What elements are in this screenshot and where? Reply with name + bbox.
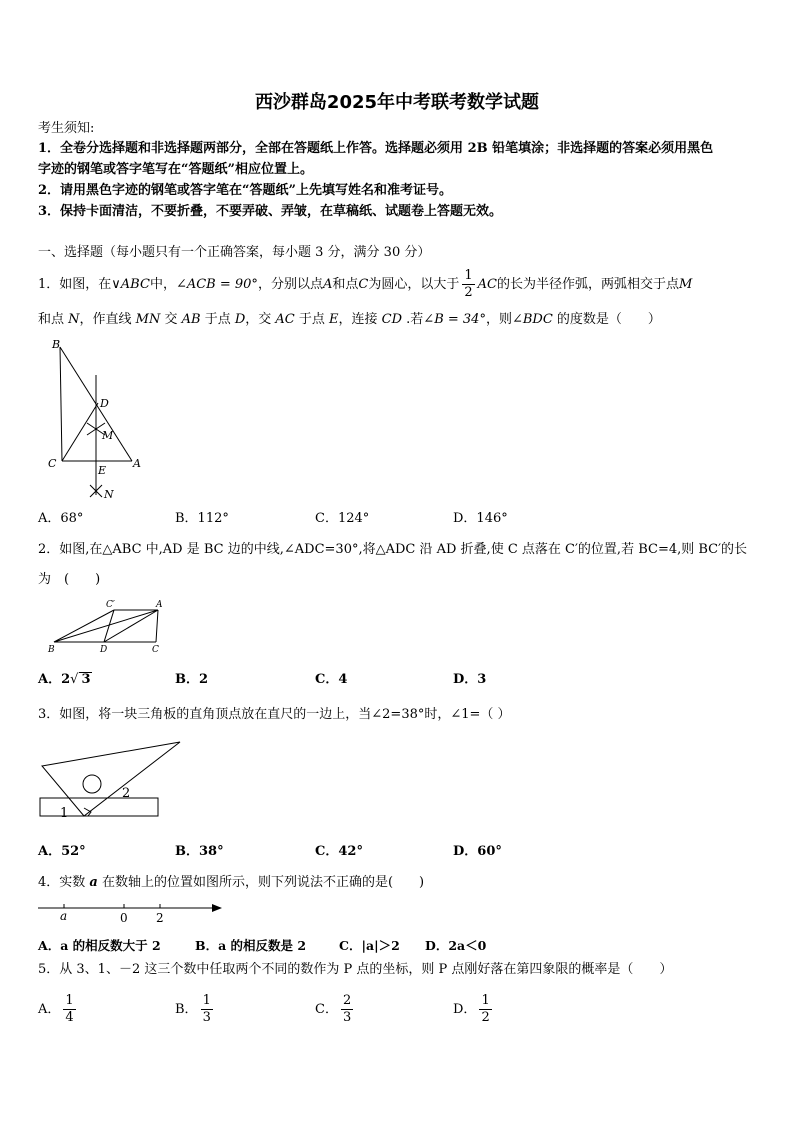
label-D: D	[100, 645, 108, 655]
option-fraction	[201, 993, 213, 1026]
fraction-numerator: 1	[464, 268, 473, 283]
fraction-numerator: 1	[202, 993, 211, 1008]
number-line	[36, 896, 226, 928]
option-label: D．	[453, 1001, 477, 1017]
fraction-numerator: 1	[65, 993, 74, 1008]
q1-text: ，分别以点	[257, 276, 323, 292]
q4-prefix: 4．实数	[38, 875, 90, 890]
q1-figure	[40, 335, 150, 505]
q1-text: 交	[160, 312, 182, 327]
q4-option-a[interactable]: A．a 的相反数大于 2	[38, 938, 161, 953]
axis-label-a: a	[60, 909, 68, 923]
q3-figure	[36, 736, 186, 826]
q1-math: A	[322, 276, 333, 292]
arrow-icon	[212, 904, 222, 912]
q1-option-c[interactable]: C．124°	[315, 511, 370, 526]
q1-math: MN	[135, 312, 161, 327]
label-B: B	[52, 338, 61, 351]
option-label: A．	[38, 1001, 61, 1017]
angle-1-label: 1	[60, 806, 69, 821]
fraction-denominator: 4	[65, 1010, 74, 1025]
q1-text: ，则	[485, 312, 512, 327]
q1-text: ，交	[245, 312, 276, 327]
fraction-numerator: 1	[481, 993, 490, 1008]
notice-item: 字迹的钢笔或答字笔写在“答题纸”相应位置上。	[38, 162, 313, 177]
q3-option-d[interactable]: D．60°	[453, 844, 502, 859]
label-C: C	[152, 645, 159, 655]
q5-option-c[interactable]	[315, 993, 356, 1026]
q1-math: ∠ACB = 90°	[175, 276, 258, 292]
q1-text: 和点	[332, 276, 359, 292]
option-label: B．	[175, 1001, 198, 1017]
q3-option-b[interactable]: B．38°	[175, 844, 224, 859]
q4-text	[38, 874, 424, 892]
q1-line2	[38, 311, 661, 329]
q2-option-c[interactable]: C．4	[315, 672, 348, 687]
label-C: C	[48, 457, 57, 470]
q1-math: D	[234, 312, 246, 327]
q2-line1: 2．如图,在△ABC 中,AD 是 BC 边的中线,∠ADC=30°,将△ADC 沿 AD 折叠,使 C 点落在 C′的位置,若 BC=4,则 BC′的长	[38, 542, 748, 557]
q1-text: 于点	[200, 312, 235, 327]
label-M: M	[102, 429, 114, 442]
q5-option-d[interactable]	[453, 993, 495, 1026]
axis-label-0: 0	[120, 911, 128, 925]
q1-text: 的长为半径作弧，两弧相交于点	[496, 276, 679, 292]
q1-math: AC	[275, 312, 295, 327]
q1-text: 为圆心，以大于	[368, 276, 460, 292]
q1-text: 的度数是（ ）	[552, 312, 661, 327]
q3-text: 3．如图，将一块三角板的直角顶点放在直尺的一边上，当∠2=38°时，∠1=（ ）	[38, 707, 511, 722]
q1-option-d[interactable]: D．146°	[453, 511, 508, 526]
fraction-denominator: 3	[202, 1010, 211, 1025]
label-A: A	[156, 600, 163, 610]
q1-option-b[interactable]: B．112°	[175, 511, 229, 526]
q1-math: C	[358, 276, 369, 292]
option-label: C．	[315, 1001, 338, 1017]
q1-text: 于点	[294, 312, 330, 327]
q2-option-a[interactable]: A．2√ 3	[38, 672, 91, 687]
q3-option-c[interactable]: C．42°	[315, 844, 363, 859]
option-fraction	[479, 993, 491, 1026]
page-title: 西沙群岛2025年中考联考数学试题	[254, 92, 540, 113]
q4-option-b[interactable]: B．a 的相反数是 2	[195, 938, 307, 953]
fraction-denominator: 2	[481, 1010, 490, 1025]
notice-item: 2．请用黑色字迹的钢笔或答字笔在“答题纸”上先填写姓名和准考证号。	[38, 183, 453, 198]
q1-math: AC	[477, 276, 497, 292]
q1-text: ，连接	[338, 312, 382, 327]
q4-option-c[interactable]: C．|a|＞2	[339, 938, 400, 953]
fraction-numerator: 2	[342, 993, 352, 1008]
q3-option-a[interactable]: A．52°	[38, 844, 86, 859]
q2-figure	[42, 598, 174, 656]
q1-text: 中，	[149, 276, 176, 292]
option-fraction	[341, 993, 353, 1026]
label-E: E	[98, 464, 107, 477]
q4-suffix: 在数轴上的位置如图所示，则下列说法不正确的是( )	[97, 875, 425, 890]
q1-text: ，作直线	[79, 312, 136, 327]
q2-option-b[interactable]: B．2	[175, 672, 209, 687]
q4-var: a	[89, 875, 98, 890]
q1-math: M	[678, 276, 693, 292]
q1-option-a[interactable]: A．68°	[38, 511, 84, 526]
q1-text: .若	[402, 312, 424, 327]
q1-fraction	[462, 268, 474, 301]
label-C-prime: C′	[106, 600, 115, 610]
q5-option-a[interactable]	[38, 993, 79, 1026]
option-fraction	[63, 993, 75, 1026]
q1-math: N	[68, 312, 80, 327]
q5-text: 5．从 3、1、－2 这三个数中任取两个不同的数作为 P 点的坐标，则 P 点刚好落在第四象限的概率是（ ）	[38, 962, 673, 977]
q1-text: 和点	[38, 312, 69, 327]
q1-math: ∠B = 34°	[423, 312, 486, 327]
q1-math: CD	[381, 312, 403, 327]
q2-option-d[interactable]: D．3	[453, 672, 487, 687]
notice-heading: 考生须知:	[38, 121, 95, 136]
q1-math: ∠BDC	[511, 312, 553, 327]
section-heading: 一、选择题（每小题只有一个正确答案，每小题 3 分，满分 30 分）	[38, 245, 431, 260]
label-D: D	[100, 397, 109, 410]
q1-line1	[38, 268, 692, 301]
q1-text: 1．如图，在	[38, 276, 112, 292]
label-A: A	[133, 457, 141, 470]
axis-label-2: 2	[156, 911, 164, 925]
q2-line2: 为 ( )	[38, 572, 101, 587]
q1-math: AB	[181, 312, 201, 327]
notice-item: 3．保持卡面清洁，不要折叠，不要弄破、弄皱，在草稿纸、试题卷上答题无效。	[38, 204, 503, 219]
q5-option-b[interactable]	[175, 993, 216, 1026]
q1-math: E	[329, 312, 339, 327]
notice-item: 1．全卷分选择题和非选择题两部分，全部在答题纸上作答。选择题必须用 2B 铅笔填涂；非选择题的答案必须用黑色	[38, 141, 714, 156]
fraction-denominator: 2	[464, 285, 473, 300]
fraction-denominator: 3	[342, 1010, 352, 1025]
q4-option-d[interactable]: D．2a＜0	[425, 938, 487, 953]
q1-math: ∨ABC	[111, 276, 150, 292]
label-B: B	[48, 645, 55, 655]
radicand: 3	[81, 672, 91, 687]
label-N: N	[104, 488, 114, 501]
angle-2-label: 2	[122, 786, 131, 801]
option-prefix: A．2	[38, 672, 71, 687]
